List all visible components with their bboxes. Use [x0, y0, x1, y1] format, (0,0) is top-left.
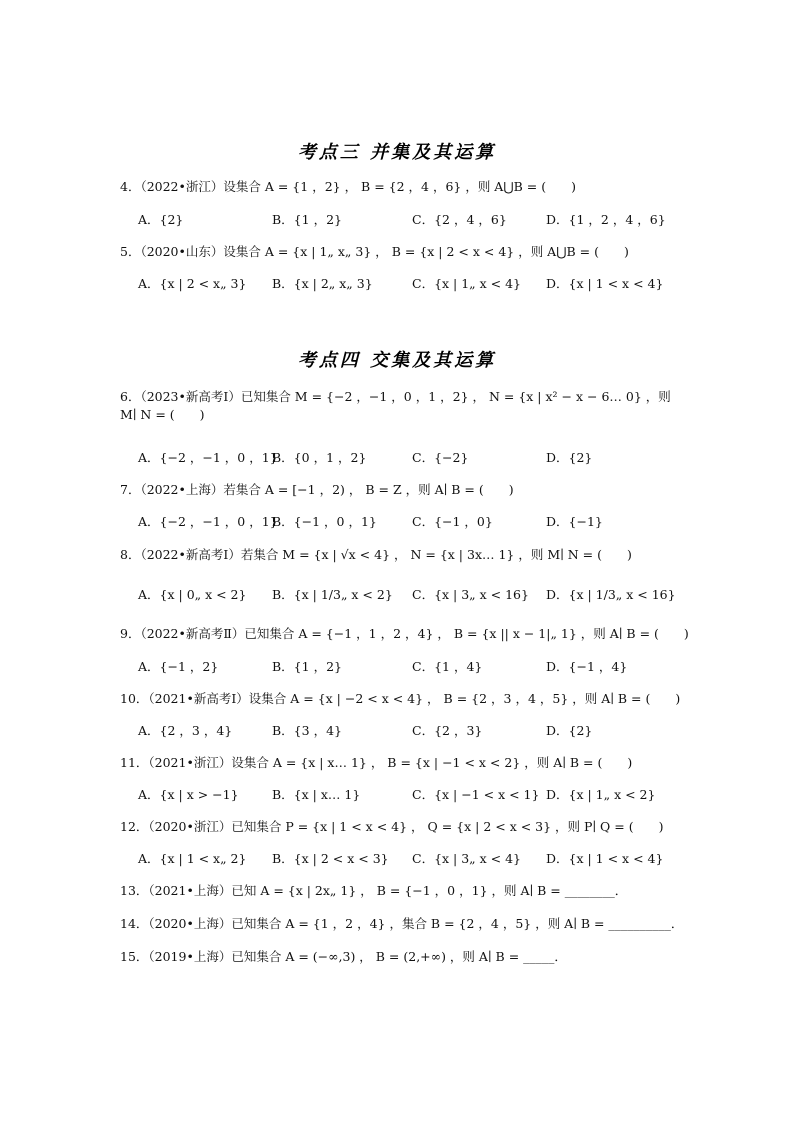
question-10-options	[138, 721, 678, 741]
option-b: B．{x | 2 < x < 3}	[272, 851, 389, 866]
question-7: 7．（2022•上海）若集合 A = [−1 ，2) ， B = Z ，则 A∣ B = ( )	[120, 482, 514, 497]
option-b: B．{0 ，1 ，2}	[272, 450, 367, 465]
question-10: 10．（2021•新高考Ⅰ）设集合 A = {x | −2 < x < 4} ， B = {2 ，3 ，4 ，5} ，则 A∣ B = ( )	[120, 691, 681, 706]
option-d: D．{x | 1„ x < 2}	[546, 787, 656, 802]
question-4-options	[138, 210, 678, 230]
section-title-union: 考点三 并集及其运算	[297, 142, 497, 163]
option-a: A．{x | 1 < x„ 2}	[138, 851, 247, 866]
option-b: B．{3 ，4}	[272, 723, 342, 738]
option-c: C．{2 ，4 ，6}	[412, 212, 507, 227]
option-a: A．{2 ，3 ，4}	[138, 723, 233, 738]
option-d: D．{2}	[546, 450, 593, 465]
question-15: 15．（2019•上海）已知集合 A = (−∞,3) ， B = (2,+∞) ，则 A∣ B = _____．	[120, 949, 567, 964]
question-5: 5．（2020•山东）设集合 A = {x | 1„ x„ 3} ， B = {x | 2 < x < 4} ，则 A⋃B = ( )	[120, 244, 629, 259]
option-a: A．{2}	[138, 212, 184, 227]
option-c: C．{x | 3„ x < 4}	[412, 851, 522, 866]
option-d: D．{−1 ，4}	[546, 659, 628, 674]
option-c: C．{1 ，4}	[412, 659, 483, 674]
section-title-intersection: 考点四 交集及其运算	[297, 350, 497, 371]
option-d: D．{2}	[546, 723, 593, 738]
question-8: 8．（2022•新高考Ⅰ）若集合 M = {x | √x < 4} ， N = {x | 3x… 1} ，则 M∣ N = ( )	[120, 547, 632, 562]
option-c: C．{x | 3„ x < 16}	[412, 587, 529, 602]
option-a: A．{x | x > −1}	[138, 787, 239, 802]
option-b: B．{x | 2„ x„ 3}	[272, 276, 373, 291]
question-12: 12．（2020•浙江）已知集合 P = {x | 1 < x < 4} ， Q = {x | 2 < x < 3} ，则 P∣ Q = ( )	[120, 819, 664, 834]
option-a: A．{−2 ，−1 ，0 ，1}	[138, 450, 278, 465]
question-6-options	[138, 448, 678, 468]
option-b: B．{−1 ，0 ，1}	[272, 514, 377, 529]
question-11: 11．（2021•浙江）设集合 A = {x | x… 1} ， B = {x | −1 < x < 2} ，则 A∣ B = ( )	[120, 755, 633, 770]
question-12-options	[138, 849, 678, 869]
option-a: A．{x | 0„ x < 2}	[138, 587, 247, 602]
option-c: C．{x | 1„ x < 4}	[412, 276, 522, 291]
option-b: B．{1 ，2}	[272, 659, 342, 674]
option-d: D．{−1}	[546, 514, 603, 529]
option-a: A．{−1 ，2}	[138, 659, 219, 674]
question-8-options	[138, 585, 678, 605]
question-9-options	[138, 657, 678, 677]
option-c: C．{2 ，3}	[412, 723, 483, 738]
option-c: C．{x | −1 < x < 1}	[412, 787, 540, 802]
question-13: 13．（2021•上海）已知 A = {x | 2x„ 1} ， B = {−1 ，0 ，1} ，则 A∣ B = ________．	[120, 883, 628, 898]
question-11-options	[138, 785, 678, 805]
option-d: D．{x | 1 < x < 4}	[546, 851, 664, 866]
option-d: D．{x | 1 < x < 4}	[546, 276, 664, 291]
question-9: 9．（2022•新高考Ⅱ）已知集合 A = {−1 ，1 ，2 ，4} ， B = {x || x − 1|„ 1} ，则 A∣ B = ( )	[120, 626, 689, 641]
option-d: D．{x | 1/3„ x < 16}	[546, 587, 676, 602]
option-c: C．{−1 ，0}	[412, 514, 493, 529]
question-6: 6．（2023•新高考Ⅰ）已知集合 M = {−2 ，−1 ，0 ，1 ，2} ， N = {x | x² − x − 6… 0} ，则 M∣ N = ( )	[120, 389, 671, 422]
option-b: B．{x | x… 1}	[272, 787, 361, 802]
option-a: A．{x | 2 < x„ 3}	[138, 276, 247, 291]
question-7-options	[138, 512, 678, 532]
option-a: A．{−2 ，−1 ，0 ，1}	[138, 514, 278, 529]
option-b: B．{1 ，2}	[272, 212, 342, 227]
question-14: 14．（2020•上海）已知集合 A = {1 ，2 ，4} ，集合 B = {2 ，4 ，5} ，则 A∣ B = __________．	[120, 916, 684, 931]
option-c: C．{−2}	[412, 450, 469, 465]
question-4: 4．（2022•浙江）设集合 A = {1 ，2} ， B = {2 ，4 ，6} ，则 A⋃B = ( )	[120, 179, 576, 194]
question-5-options	[138, 274, 678, 294]
option-b: B．{x | 1/3„ x < 2}	[272, 587, 393, 602]
option-d: D．{1 ，2 ，4 ，6}	[546, 212, 666, 227]
